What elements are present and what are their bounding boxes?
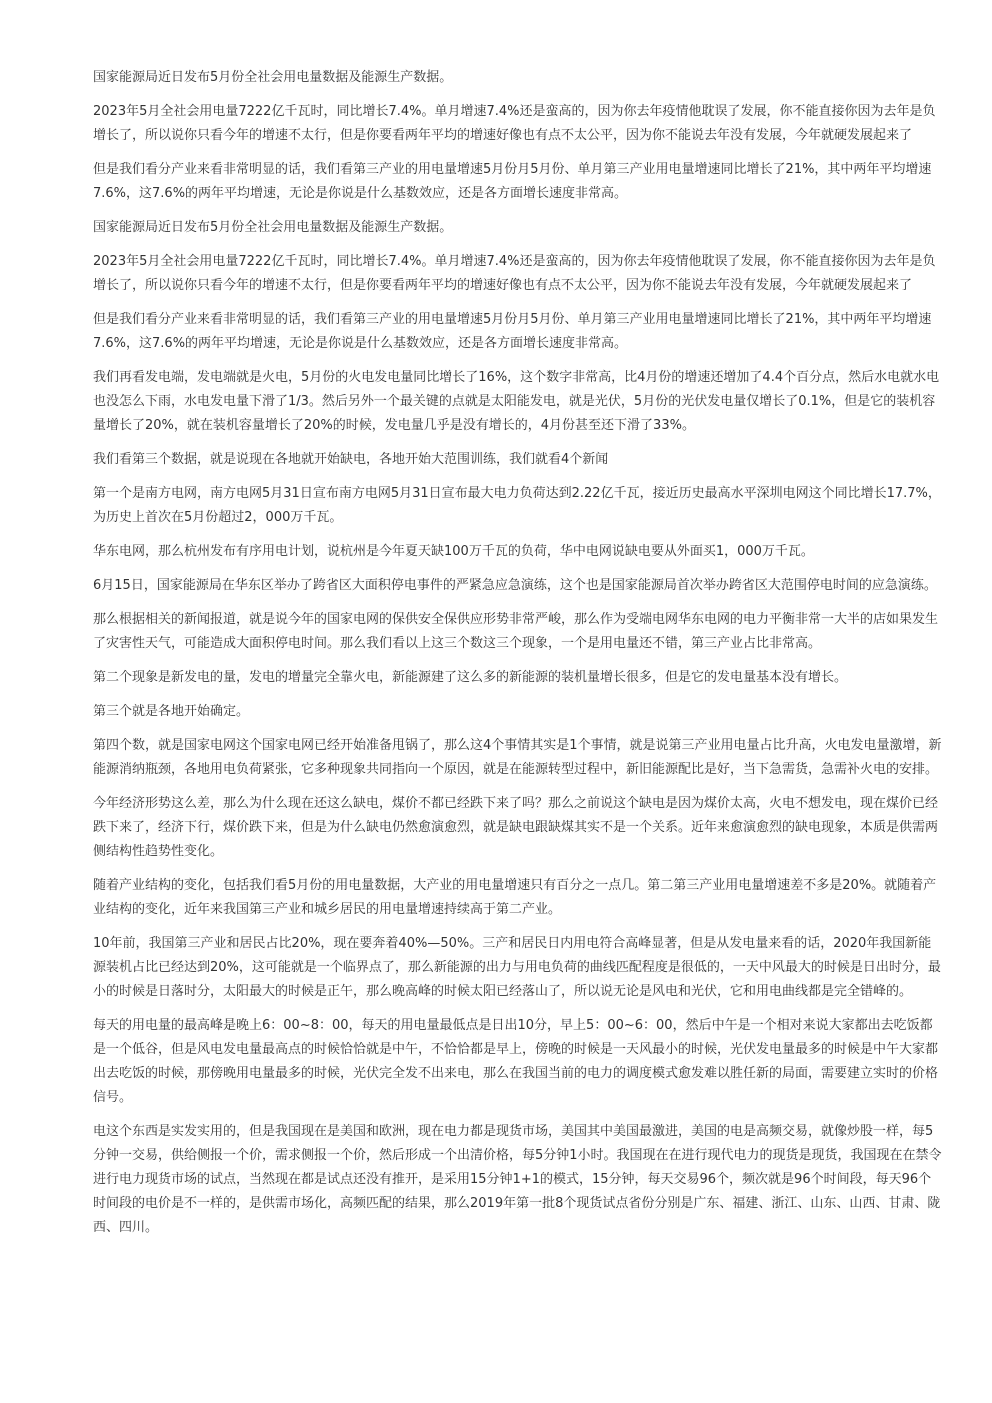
paragraph-2: 2023年5月全社会用电量7222亿千瓦时，同比增长7.4%。单月增速7.4%还是蛮高的，因为你去年疫情他耽误了发展，你不能直接你因为去年是负增长了，所以说你只看今年的增速不太行，但是你要看两年平均的增速好像也有点不太公平，因为你不能说去年没有发展，今年就硬发展起来了 <box>93 104 936 143</box>
paragraph-5: 2023年5月全社会用电量7222亿千瓦时，同比增长7.4%。单月增速7.4%还是蛮高的，因为你去年疫情他耽误了发展，你不能直接你因为去年是负增长了，所以说你只看今年的增速不太行，但是你要看两年平均的增速好像也有点不太公平，因为你不能说去年没有发展，今年就硬发展起来了 <box>93 254 936 293</box>
paragraph-16: 今年经济形势这么差，那么为什么现在还这么缺电，煤价不都已经跌下来了吗？那么之前说这个缺电是因为煤价太高，火电不想发电，现在煤价已经跌下来了，经济下行，煤价跌下来，但是为什么缺电仍然愈演愈烈，就是缺电跟缺煤其实不是一个关系。近年来愈演愈烈的缺电现象，本质是供需两侧结构性趋势性变化。 <box>93 796 939 859</box>
paragraph-8: 我们看第三个数据，就是说现在各地就开始缺电，各地开始大范围训练，我们就看4个新闻 <box>93 452 609 467</box>
paragraph-12: 那么根据相关的新闻报道，就是说今年的国家电网的保供安全保供应形势非常严峻，那么作为受端电网华东电网的电力平衡非常一大半的店如果发生了灾害性天气，可能造成大面积停电时间。那么我们看以上这三个数这三个现象，一个是用电量还不错，第三产业占比非常高。 <box>93 612 939 651</box>
paragraph-17: 随着产业结构的变化，包括我们看5月份的用电量数据，大产业的用电量增速只有百分之一点几。第二第三产业用电量增速差不多是20%。就随着产业结构的变化，近年来我国第三产业和城乡居民的用电量增速持续高于第二产业。 <box>93 878 937 917</box>
paragraph-9: 第一个是南方电网，南方电网5月31日宣布南方电网5月31日宣布最大电力负荷达到2.22亿千瓦，接近历史最高水平深圳电网这个同比增长17.7%，为历史上首次在5月份超过2，000万千瓦。 <box>93 486 941 525</box>
paragraph-20: 电这个东西是实发实用的，但是我国现在是美国和欧洲，现在电力都是现货市场，美国其中美国最激进，美国的电是高频交易，就像炒股一样，每5分钟一交易，供给侧报一个价，需求侧报一个价，然后形成一个出清价格，每5分钟1小时。我国现在在进行现代电力的现货是现货，我国现在在禁令进行电力现货市场的试点，当然现在都是试点还没有推开，是采用15分钟1+1的模式，15分钟，每天交易96个，频次就是96个时间段，每天96个时间段的电价是不一样的，是供需市场化，高频匹配的结果，那么2019年第一批8个现货试点省份分别是广东、福建、浙江、山东、山西、甘肃、陇西、四川。 <box>93 1124 942 1235</box>
paragraph-19: 每天的用电量的最高峰是晚上6：00~8：00，每天的用电量最低点是日出10分，早上5：00~6：00，然后中午是一个相对来说大家都出去吃饭都是一个低谷，但是风电发电量最高点的时候恰恰就是中午，不恰恰都是早上，傍晚的时候是一天风最小的时候，光伏发电量最多的时候是中午大家都出去吃饭的时候，那傍晚用电量最多的时候，光伏完全发不出来电，那么在我国当前的电力的调度模式愈发难以胜任新的局面，需要建立实时的价格信号。 <box>93 1018 939 1105</box>
paragraph-4: 国家能源局近日发布5月份全社会用电量数据及能源生产数据。 <box>93 220 453 235</box>
paragraph-14: 第三个就是各地开始确定。 <box>93 704 250 719</box>
paragraph-13: 第二个现象是新发电的量，发电的增量完全靠火电，新能源建了这么多的新能源的装机量增长很多，但是它的发电量基本没有增长。 <box>93 670 848 685</box>
paragraph-15: 第四个数，就是国家电网这个国家电网已经开始准备甩锅了，那么这4个事情其实是1个事情，就是说第三产业用电量占比升高，火电发电量激增，新能源消纳瓶颈，各地用电负荷紧张，它多种现象共同指向一个原因，就是在能源转型过程中，新旧能源配比是好，当下急需货，急需补火电的安排。 <box>93 738 942 777</box>
paragraph-1: 国家能源局近日发布5月份全社会用电量数据及能源生产数据。 <box>93 70 453 85</box>
paragraph-7: 我们再看发电端，发电端就是火电，5月份的火电发电量同比增长了16%，这个数字非常高，比4月份的增速还增加了4.4个百分点，然后水电就水电也没怎么下雨，水电发电量下滑了1/3。然后另外一个最关键的点就是太阳能发电，就是光伏，5月份的光伏发电量仅增长了0.1%，但是它的装机容量增长了20%，就在装机容量增长了20%的时候，发电量几乎是没有增长的，4月份甚至还下滑了33%。 <box>93 370 940 433</box>
document-body <box>93 66 943 1250</box>
paragraph-18: 10年前，我国第三产业和居民占比20%，现在要奔着40%—50%。三产和居民日内用电符合高峰显著，但是从发电量来看的话，2020年我国新能源装机占比已经达到20%，这可能就是一个临界点了，那么新能源的出力与用电负荷的曲线匹配程度是很低的，一天中风最大的时候是日出时分，最小的时候是日落时分，太阳最大的时候是正午，那么晚高峰的时候太阳已经落山了，所以说无论是风电和光伏，它和用电曲线都是完全错峰的。 <box>93 936 941 999</box>
paragraph-6: 但是我们看分产业来看非常明显的话，我们看第三产业的用电量增速5月份月5月份、单月第三产业用电量增速同比增长了21%，其中两年平均增速7.6%，这7.6%的两年平均增速，无论是你说是什么基数效应，还是各方面增长速度非常高。 <box>93 312 932 351</box>
paragraph-3: 但是我们看分产业来看非常明显的话，我们看第三产业的用电量增速5月份月5月份、单月第三产业用电量增速同比增长了21%，其中两年平均增速7.6%，这7.6%的两年平均增速，无论是你说是什么基数效应，还是各方面增长速度非常高。 <box>93 162 932 201</box>
paragraph-10: 华东电网，那么杭州发布有序用电计划，说杭州是今年夏天缺100万千瓦的负荷，华中电网说缺电要从外面买1，000万千瓦。 <box>93 544 814 559</box>
paragraph-11: 6月15日，国家能源局在华东区举办了跨省区大面积停电事件的严紧急应急演练，这个也是国家能源局首次举办跨省区大范围停电时间的应急演练。 <box>93 578 937 593</box>
